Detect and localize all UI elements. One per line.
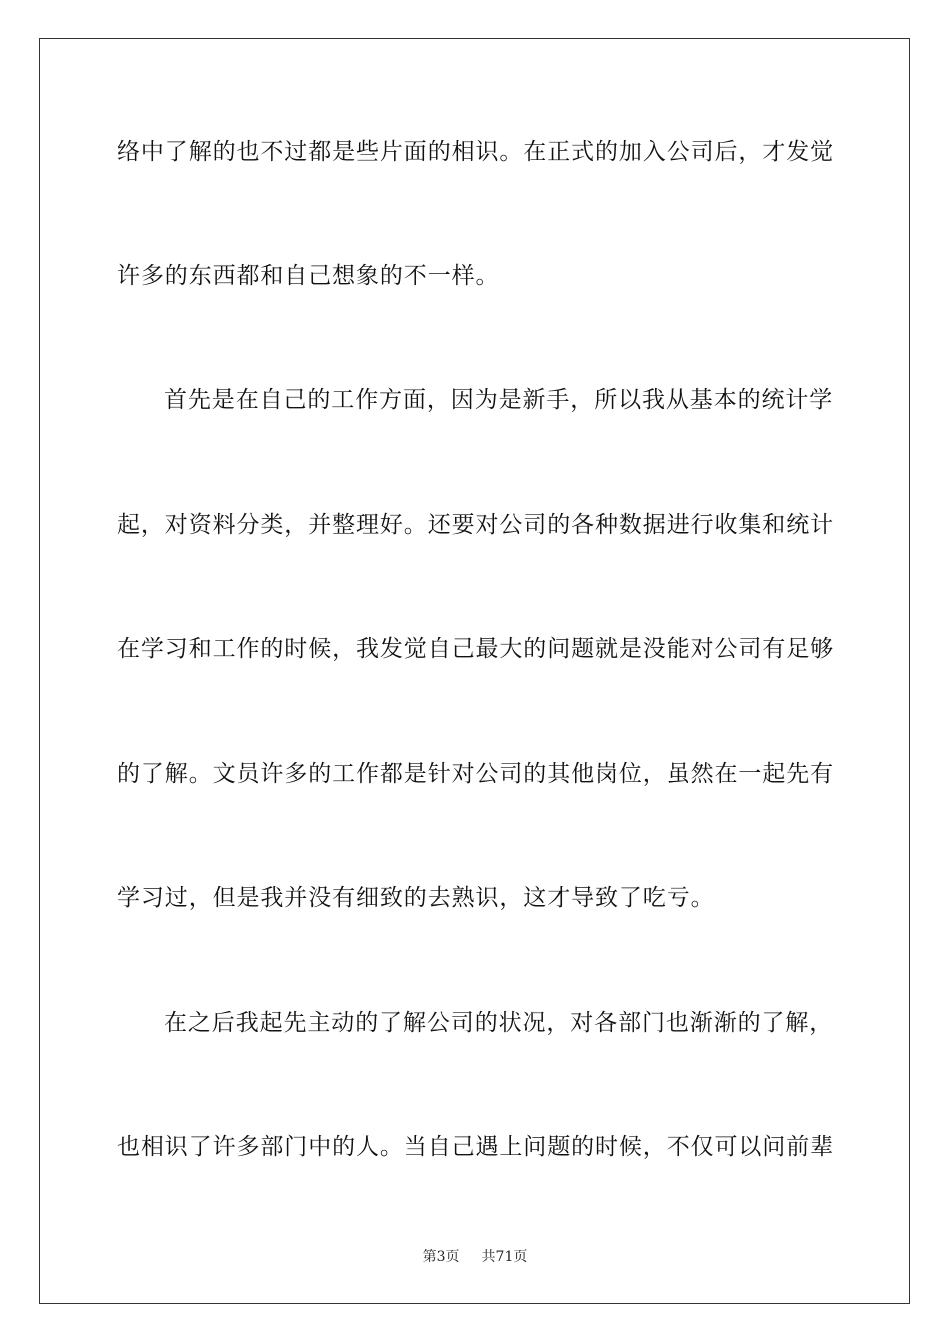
text-line: 络中了解的也不过都是些片面的相识。在正式的加入公司后，才发觉 — [117, 139, 834, 165]
text-line: 也相识了许多部门中的人。当自己遇上问题的时候，不仅可以问前辈 — [117, 1134, 834, 1160]
text-line: 的了解。文员许多的工作都是针对公司的其他岗位，虽然在一起先有 — [117, 761, 834, 787]
text-line: 在学习和工作的时候，我发觉自己最大的问题就是没能对公司有足够 — [117, 636, 834, 662]
page-footer — [0, 1248, 950, 1266]
text-line: 学习过，但是我并没有细致的去熟识，这才导致了吃亏。 — [117, 885, 715, 911]
paragraph-start-line: 在之后我起先主动的了解公司的状况，对各部门也渐渐的了解， — [164, 1010, 834, 1036]
page-border — [39, 38, 910, 1304]
paragraph-start-line: 首先是在自己的工作方面，因为是新手，所以我从基本的统计学 — [164, 387, 834, 413]
page-number: 第3页 — [422, 1249, 460, 1265]
page-total: 共71页 — [481, 1249, 528, 1265]
text-line: 许多的东西都和自己想象的不一样。 — [117, 263, 500, 289]
text-line: 起，对资料分类，并整理好。还要对公司的各种数据进行收集和统计 — [117, 512, 834, 538]
